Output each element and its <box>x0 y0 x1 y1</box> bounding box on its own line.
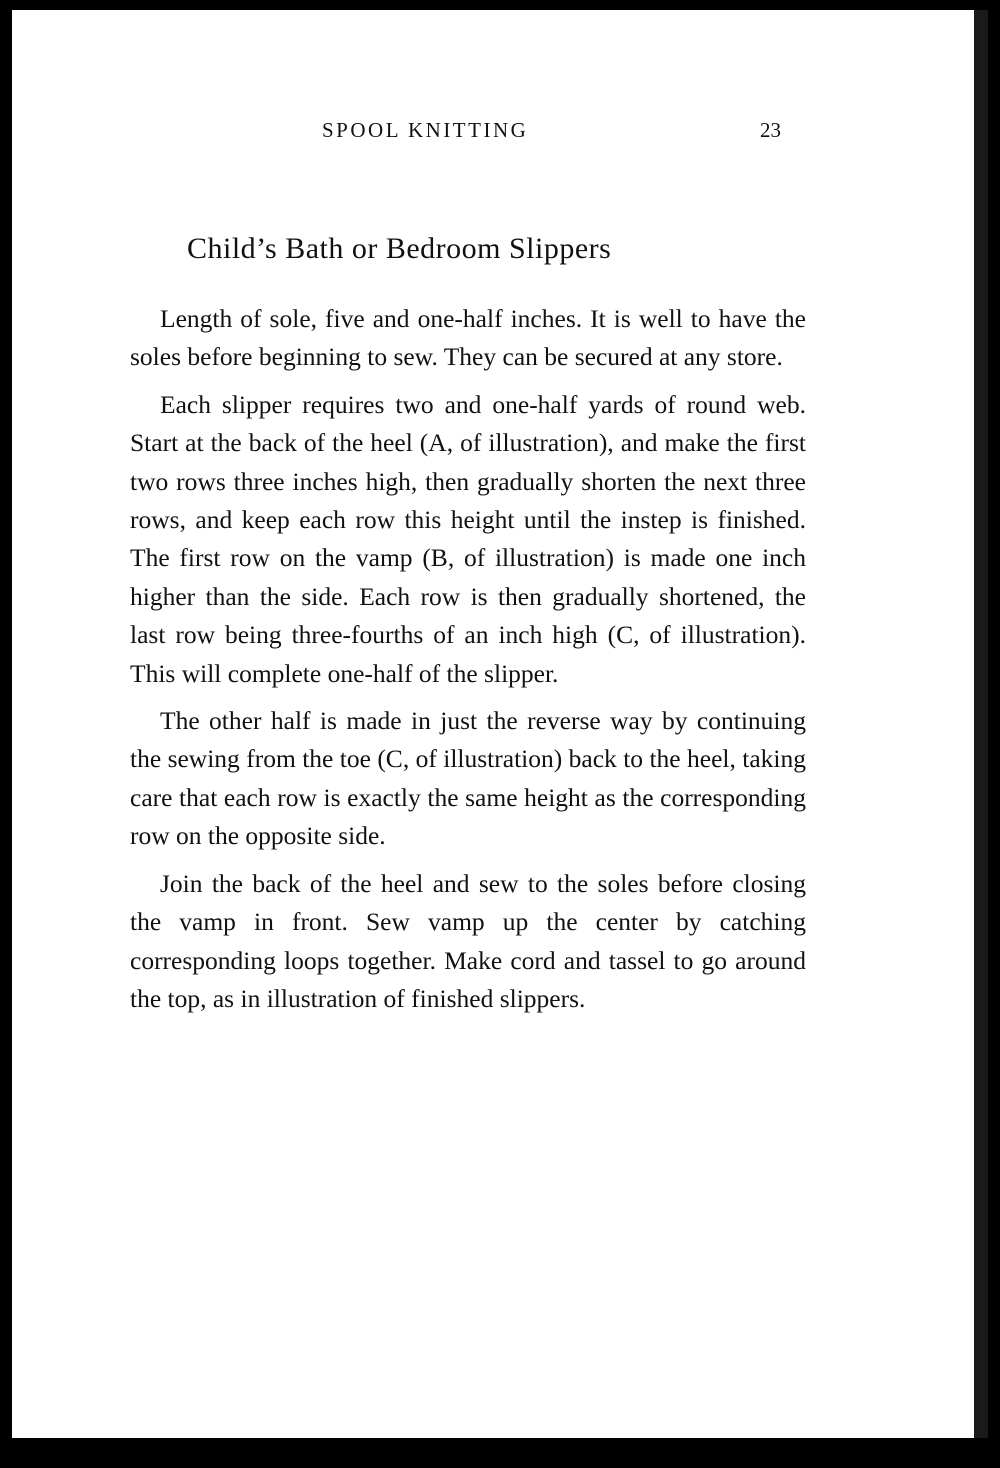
page-edge-shadow <box>974 10 988 1438</box>
paragraph: Each slipper requires two and one-half yards of round web. Start at the back of the heel (A, of illustration), and make the first two rows three inches high, then gradually shorten the next three rows, and keep each row this height until the instep is finished. The first row on the vamp (B, of illustration) is made one inch higher than the side. Each row is then gradually shortened, the last row being three-fourths of an inch high (C, of illustration). This will complete one-half of the slipper. <box>130 389 806 688</box>
body-text <box>130 300 806 1027</box>
paragraph: Length of sole, five and one-half inches. It is well to have the soles before beginning to sew. They can be secured at any store. <box>130 304 806 372</box>
running-title: SPOOL KNITTING <box>322 118 529 142</box>
paragraph: The other half is made in just the reverse way by continuing the sewing from the toe (C, of illustration) back to the heel, taking care that each row is exactly the same height as the corresponding row on the opposite side. <box>130 706 806 851</box>
page-number: 23 <box>760 118 781 142</box>
running-head <box>12 118 974 148</box>
book-page <box>12 10 974 1438</box>
section-heading: Child’s Bath or Bedroom Slippers <box>187 232 612 265</box>
paragraph: Join the back of the heel and sew to the soles before closing the vamp in front. Sew vamp up the center by catching corresponding loops together. Make cord and tassel to go around the top, as in illustration of finished slippers. <box>130 868 806 1013</box>
